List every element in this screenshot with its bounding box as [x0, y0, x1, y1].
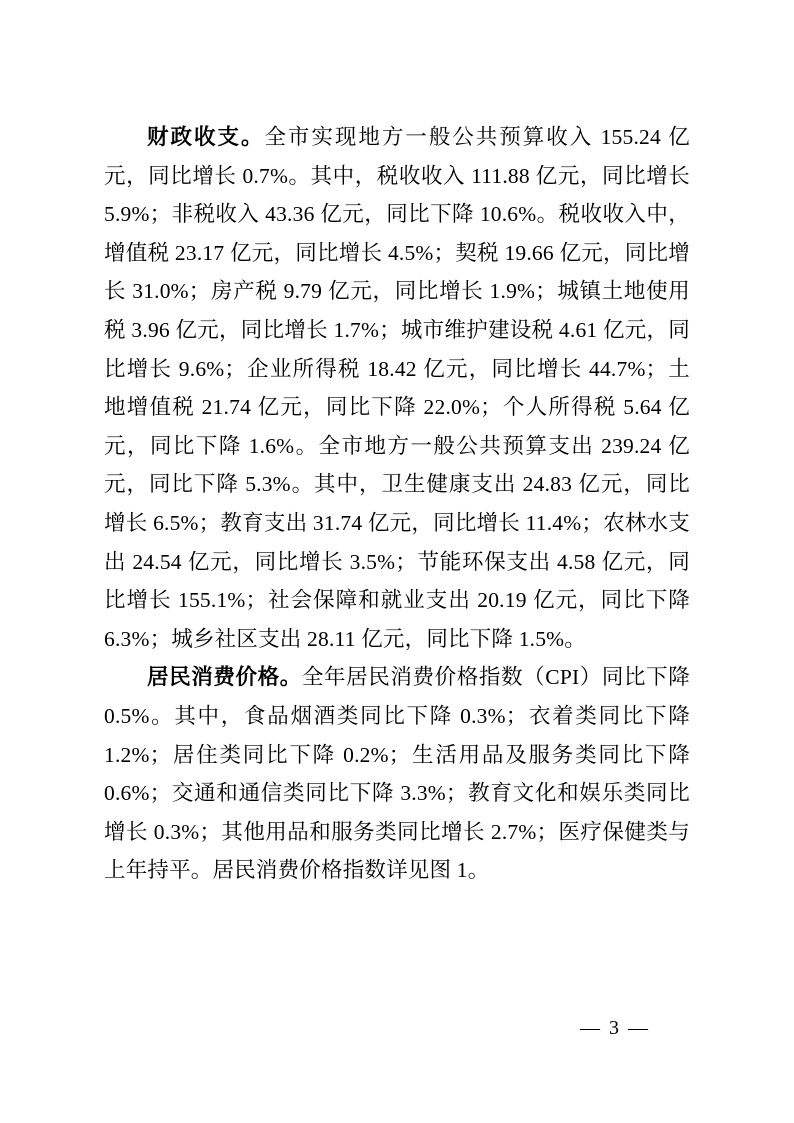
paragraph-fiscal-revenue-expenditure: [104, 118, 690, 658]
page-number: — 3 —: [580, 1017, 650, 1039]
paragraph-lead-cpi: 居民消费价格。: [147, 665, 302, 690]
document-body: [104, 118, 690, 890]
paragraph-consumer-prices: [104, 658, 690, 890]
paragraph-text-cpi: 全年居民消费价格指数（CPI）同比下降 0.5%。其中，食品烟酒类同比下降 0.3%；衣着类同比下降 1.2%；居住类同比下降 0.2%；生活用品及服务类同比下降 0.6%；交通和通信类同比下降 3.3%；教育文化和娱乐类同比增长 0.3%；其他用品和服务类同比增长 2.7%；医疗保健类与上年持平。居民消费价格指数详见图 1。: [104, 665, 691, 883]
paragraph-text-fiscal: 全市实现地方一般公共预算收入 155.24 亿元，同比增长 0.7%。其中，税收收入 111.88 亿元，同比增长 5.9%；非税收入 43.36 亿元，同比下降 10.6%。税收收入中，增值税 23.17 亿元，同比增长 4.5%；契税 19.66 亿元，同比增长 31.0%；房产税 9.79 亿元，同比增长 1.9%；城镇土地使用税 3.96 亿元，同比增长 1.7%；城市维护建设税 4.61 亿元，同比增长 9.6%；企业所得税 18.42 亿元，同比增长 44.7%；土地增值税 21.74 亿元，同比下降 22.0%；个人所得税 5.64 亿元，同比下降 1.6%。全市地方一般公共预算支出 239.24 亿元，同比下降 5.3%。其中，卫生健康支出 24.83 亿元，同比增长 6.5%；教育支出 31.74 亿元，同比增长 11.4%；农林水支出 24.54 亿元，同比增长 3.5%；节能环保支出 4.58 亿元，同比增长 155.1%；社会保障和就业支出 20.19 亿元，同比下降 6.3%；城乡社区支出 28.11 亿元，同比下降 1.5%。: [104, 125, 690, 651]
paragraph-lead-fiscal: 财政收支。: [147, 125, 265, 149]
